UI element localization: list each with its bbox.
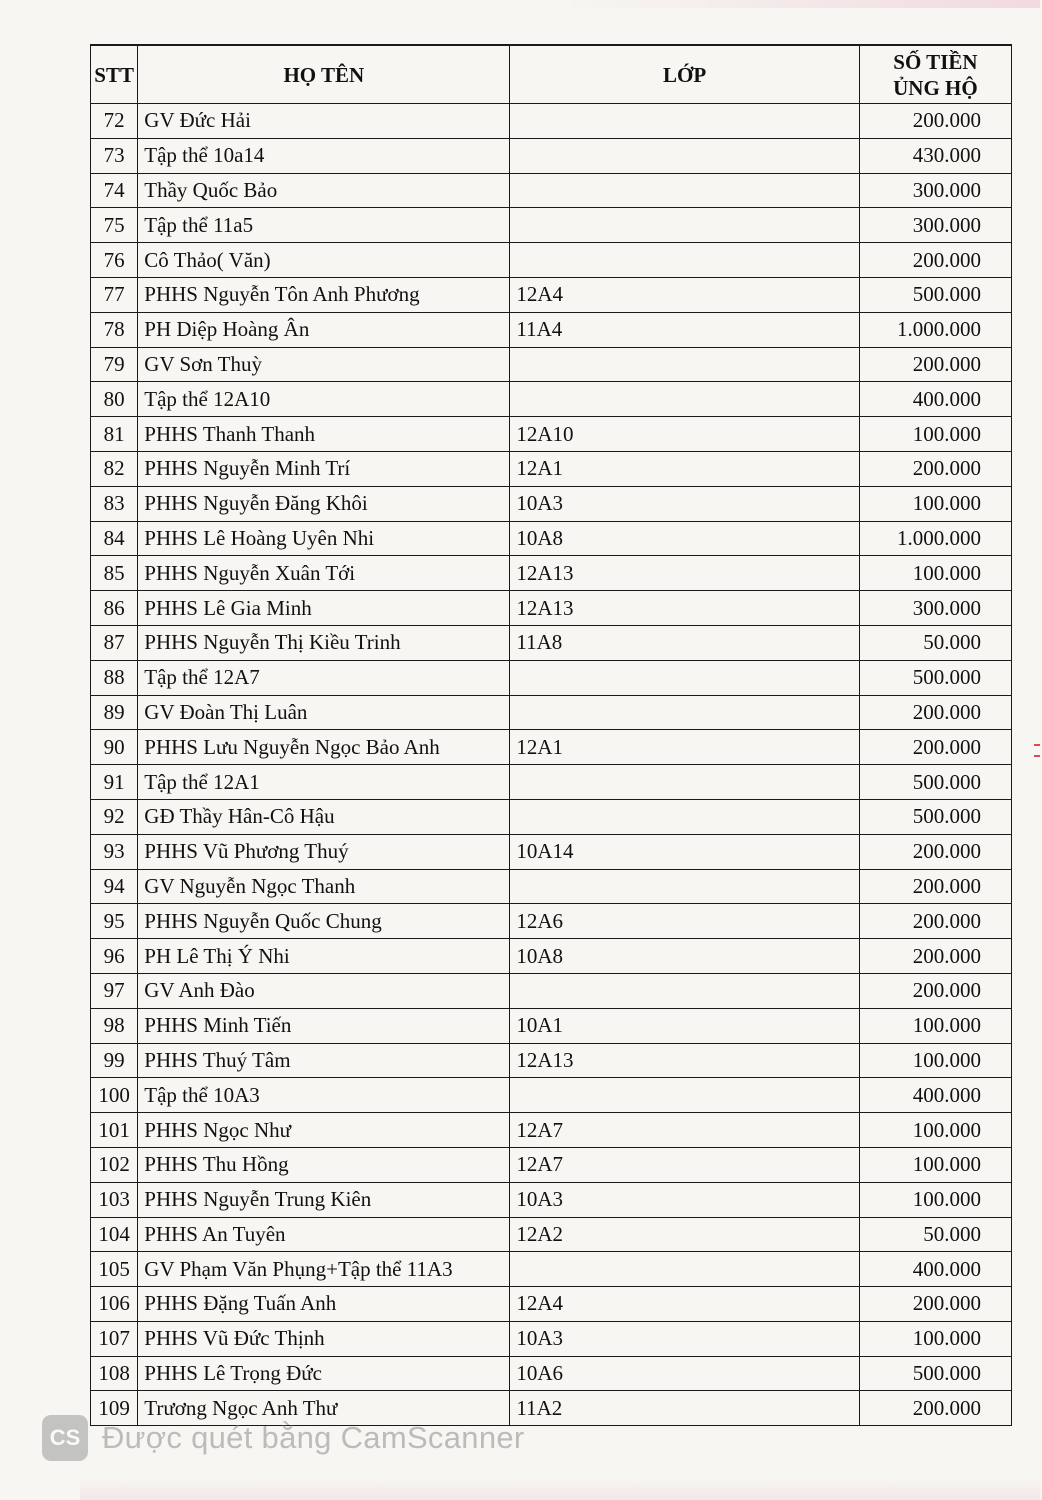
cell-class: 10A3 <box>510 486 859 521</box>
cell-amount: 50.000 <box>859 1217 1011 1252</box>
cell-stt: 76 <box>91 243 138 278</box>
cell-name: PHHS Nguyễn Minh Trí <box>138 451 510 486</box>
cell-class <box>510 382 859 417</box>
cell-name: Tập thể 12A10 <box>138 382 510 417</box>
cell-amount: 300.000 <box>859 591 1011 626</box>
header-amount <box>859 45 1011 104</box>
table-row <box>91 869 1012 904</box>
table-row <box>91 1217 1012 1252</box>
cell-class: 10A8 <box>510 939 859 974</box>
cell-name: Tập thể 12A7 <box>138 660 510 695</box>
cell-name: GV Nguyễn Ngọc Thanh <box>138 869 510 904</box>
table-row <box>91 486 1012 521</box>
cell-stt: 102 <box>91 1147 138 1182</box>
cell-amount: 200.000 <box>859 243 1011 278</box>
cell-class: 12A13 <box>510 1043 859 1078</box>
cell-amount: 500.000 <box>859 277 1011 312</box>
table-row <box>91 1078 1012 1113</box>
table-row <box>91 1008 1012 1043</box>
table-row <box>91 1252 1012 1287</box>
cell-stt: 91 <box>91 765 138 800</box>
table-row <box>91 834 1012 869</box>
cell-class: 12A13 <box>510 591 859 626</box>
cell-amount: 430.000 <box>859 138 1011 173</box>
cell-stt: 106 <box>91 1287 138 1322</box>
cell-name: PHHS Ngọc Như <box>138 1113 510 1148</box>
cell-name: PH Diệp Hoàng Ân <box>138 312 510 347</box>
header-stt: STT <box>91 45 138 104</box>
cell-name: PH Lê Thị Ý Nhi <box>138 939 510 974</box>
cell-class: 12A10 <box>510 417 859 452</box>
cell-class <box>510 660 859 695</box>
cell-stt: 88 <box>91 660 138 695</box>
table-row <box>91 625 1012 660</box>
cell-amount: 1.000.000 <box>859 312 1011 347</box>
cell-name: PHHS Nguyễn Quốc Chung <box>138 904 510 939</box>
cell-class: 12A6 <box>510 904 859 939</box>
cell-class: 10A14 <box>510 834 859 869</box>
table-row <box>91 277 1012 312</box>
cell-amount: 100.000 <box>859 1043 1011 1078</box>
header-amount-line1: SỐ TIỀN <box>893 49 978 74</box>
cell-class: 11A2 <box>510 1391 859 1426</box>
table-row <box>91 173 1012 208</box>
table-body <box>91 104 1012 1426</box>
table-row <box>91 660 1012 695</box>
cell-stt: 98 <box>91 1008 138 1043</box>
cell-stt: 87 <box>91 625 138 660</box>
cell-class: 10A3 <box>510 1182 859 1217</box>
cell-name: PHHS Nguyễn Xuân Tới <box>138 556 510 591</box>
cell-amount: 200.000 <box>859 869 1011 904</box>
page-edge-shadow-top <box>560 0 1040 8</box>
cell-amount: 400.000 <box>859 382 1011 417</box>
cell-name: PHHS Thanh Thanh <box>138 417 510 452</box>
cell-amount: 500.000 <box>859 660 1011 695</box>
table-header-row <box>91 45 1012 104</box>
header-amount-line2: ỦNG HỘ <box>893 75 978 100</box>
cell-stt: 94 <box>91 869 138 904</box>
cell-name: GV Đoàn Thị Luân <box>138 695 510 730</box>
cell-stt: 83 <box>91 486 138 521</box>
cell-stt: 96 <box>91 939 138 974</box>
cell-name: Tập thể 10a14 <box>138 138 510 173</box>
cell-class: 12A4 <box>510 277 859 312</box>
cell-stt: 99 <box>91 1043 138 1078</box>
table-row <box>91 312 1012 347</box>
table-row <box>91 765 1012 800</box>
cell-stt: 73 <box>91 138 138 173</box>
cell-class: 12A2 <box>510 1217 859 1252</box>
cell-class <box>510 104 859 139</box>
cell-stt: 79 <box>91 347 138 382</box>
cell-amount: 100.000 <box>859 556 1011 591</box>
cell-stt: 93 <box>91 834 138 869</box>
table-row <box>91 104 1012 139</box>
table-row <box>91 451 1012 486</box>
cell-stt: 104 <box>91 1217 138 1252</box>
donation-table <box>90 44 1012 1426</box>
cell-class <box>510 695 859 730</box>
cell-name: GĐ Thầy Hân-Cô Hậu <box>138 799 510 834</box>
cell-name: PHHS Lê Hoàng Uyên Nhi <box>138 521 510 556</box>
cell-class: 12A1 <box>510 730 859 765</box>
table-row <box>91 417 1012 452</box>
cell-stt: 72 <box>91 104 138 139</box>
cell-name: PHHS Lưu Nguyễn Ngọc Bảo Anh <box>138 730 510 765</box>
cell-name: PHHS Lê Gia Minh <box>138 591 510 626</box>
cell-amount: 500.000 <box>859 799 1011 834</box>
cell-name: PHHS Thuý Tâm <box>138 1043 510 1078</box>
cell-name: PHHS Thu Hồng <box>138 1147 510 1182</box>
cell-name: Trương Ngọc Anh Thư <box>138 1391 510 1426</box>
cell-amount: 200.000 <box>859 904 1011 939</box>
cell-stt: 101 <box>91 1113 138 1148</box>
cell-class <box>510 869 859 904</box>
cell-stt: 107 <box>91 1321 138 1356</box>
cell-class: 10A6 <box>510 1356 859 1391</box>
cell-amount: 300.000 <box>859 208 1011 243</box>
cell-name: PHHS Nguyễn Thị Kiều Trinh <box>138 625 510 660</box>
cell-name: Cô Thảo( Văn) <box>138 243 510 278</box>
cell-stt: 75 <box>91 208 138 243</box>
table-row <box>91 138 1012 173</box>
cell-class: 12A7 <box>510 1113 859 1148</box>
cell-class <box>510 347 859 382</box>
table-row <box>91 521 1012 556</box>
cell-class: 10A8 <box>510 521 859 556</box>
cell-amount: 500.000 <box>859 765 1011 800</box>
table-row <box>91 939 1012 974</box>
cell-amount: 100.000 <box>859 1147 1011 1182</box>
cell-amount: 200.000 <box>859 939 1011 974</box>
camscanner-watermark <box>42 1412 525 1464</box>
page-edge-shadow-bottom <box>80 1478 1040 1500</box>
cell-name: PHHS Nguyễn Đăng Khôi <box>138 486 510 521</box>
table-row <box>91 1043 1012 1078</box>
table-row <box>91 1113 1012 1148</box>
table-row <box>91 1356 1012 1391</box>
cell-stt: 80 <box>91 382 138 417</box>
table-row <box>91 799 1012 834</box>
header-class: LỚP <box>510 45 859 104</box>
table-row <box>91 1182 1012 1217</box>
cell-class <box>510 973 859 1008</box>
margin-ink-marks <box>1034 744 1042 774</box>
cell-amount: 100.000 <box>859 1113 1011 1148</box>
cell-class <box>510 799 859 834</box>
cell-class <box>510 208 859 243</box>
cell-class: 12A1 <box>510 451 859 486</box>
cell-amount: 200.000 <box>859 104 1011 139</box>
cell-name: PHHS Lê Trọng Đức <box>138 1356 510 1391</box>
cell-class: 12A4 <box>510 1287 859 1322</box>
cell-amount: 200.000 <box>859 973 1011 1008</box>
table-row <box>91 1321 1012 1356</box>
cell-name: Tập thể 12A1 <box>138 765 510 800</box>
cell-name: PHHS Vũ Đức Thịnh <box>138 1321 510 1356</box>
cell-name: GV Đức Hải <box>138 104 510 139</box>
cell-name: PHHS Nguyễn Tôn Anh Phương <box>138 277 510 312</box>
cell-class: 12A13 <box>510 556 859 591</box>
cell-class <box>510 1252 859 1287</box>
table-row <box>91 347 1012 382</box>
cell-amount: 50.000 <box>859 625 1011 660</box>
cell-stt: 85 <box>91 556 138 591</box>
table-row <box>91 591 1012 626</box>
table-row <box>91 243 1012 278</box>
cell-name: GV Phạm Văn Phụng+Tập thể 11A3 <box>138 1252 510 1287</box>
cell-stt: 100 <box>91 1078 138 1113</box>
header-name: HỌ TÊN <box>138 45 510 104</box>
table-row <box>91 208 1012 243</box>
cell-stt: 81 <box>91 417 138 452</box>
cell-amount: 200.000 <box>859 730 1011 765</box>
cell-amount: 200.000 <box>859 695 1011 730</box>
cell-class <box>510 173 859 208</box>
cell-name: PHHS Đặng Tuấn Anh <box>138 1287 510 1322</box>
cell-amount: 300.000 <box>859 173 1011 208</box>
cell-amount: 100.000 <box>859 1182 1011 1217</box>
table-row <box>91 1287 1012 1322</box>
cell-name: GV Anh Đào <box>138 973 510 1008</box>
cell-stt: 74 <box>91 173 138 208</box>
cell-amount: 100.000 <box>859 486 1011 521</box>
table-row <box>91 973 1012 1008</box>
cell-stt: 82 <box>91 451 138 486</box>
cell-amount: 500.000 <box>859 1356 1011 1391</box>
cell-stt: 77 <box>91 277 138 312</box>
cell-stt: 84 <box>91 521 138 556</box>
cell-name: PHHS Minh Tiến <box>138 1008 510 1043</box>
cell-amount: 200.000 <box>859 451 1011 486</box>
cell-class <box>510 765 859 800</box>
table-row <box>91 904 1012 939</box>
cell-stt: 90 <box>91 730 138 765</box>
cell-name: Tập thể 11a5 <box>138 208 510 243</box>
cell-stt: 92 <box>91 799 138 834</box>
cell-class: 10A3 <box>510 1321 859 1356</box>
cell-class <box>510 138 859 173</box>
cell-name: GV Sơn Thuỳ <box>138 347 510 382</box>
cell-stt: 109 <box>91 1391 138 1426</box>
cell-amount: 100.000 <box>859 1321 1011 1356</box>
cell-class <box>510 243 859 278</box>
cell-stt: 105 <box>91 1252 138 1287</box>
cell-amount: 1.000.000 <box>859 521 1011 556</box>
cell-amount: 200.000 <box>859 834 1011 869</box>
cell-name: PHHS An Tuyên <box>138 1217 510 1252</box>
cell-name: Tập thể 10A3 <box>138 1078 510 1113</box>
watermark-text: Được quét bằng CamScanner <box>102 1420 525 1455</box>
cell-stt: 97 <box>91 973 138 1008</box>
cell-class: 11A4 <box>510 312 859 347</box>
cell-amount: 400.000 <box>859 1078 1011 1113</box>
cell-amount: 200.000 <box>859 347 1011 382</box>
cell-stt: 103 <box>91 1182 138 1217</box>
cell-stt: 86 <box>91 591 138 626</box>
table-row <box>91 730 1012 765</box>
cell-name: PHHS Nguyễn Trung Kiên <box>138 1182 510 1217</box>
cell-amount: 200.000 <box>859 1287 1011 1322</box>
table-row <box>91 695 1012 730</box>
cell-class <box>510 1078 859 1113</box>
cell-amount: 400.000 <box>859 1252 1011 1287</box>
table-row <box>91 1147 1012 1182</box>
cell-class: 11A8 <box>510 625 859 660</box>
cell-class: 12A7 <box>510 1147 859 1182</box>
cell-amount: 100.000 <box>859 417 1011 452</box>
cell-amount: 200.000 <box>859 1391 1011 1426</box>
cell-name: Thầy Quốc Bảo <box>138 173 510 208</box>
cell-stt: 95 <box>91 904 138 939</box>
cell-class: 10A1 <box>510 1008 859 1043</box>
cell-stt: 108 <box>91 1356 138 1391</box>
cell-name: PHHS Vũ Phương Thuý <box>138 834 510 869</box>
cell-stt: 78 <box>91 312 138 347</box>
cell-stt: 89 <box>91 695 138 730</box>
camscanner-logo-icon: CS <box>42 1415 88 1461</box>
table-row <box>91 556 1012 591</box>
table-row <box>91 382 1012 417</box>
cell-amount: 100.000 <box>859 1008 1011 1043</box>
